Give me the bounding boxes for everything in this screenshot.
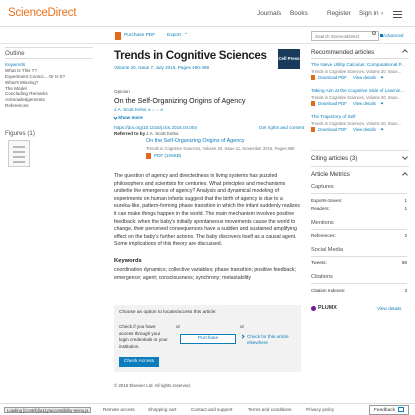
search-input[interactable]: Search ScienceDirect [311,31,379,41]
metric-section-citations: Citations [311,274,333,280]
outline-item-keywords[interactable]: Keywords [5,62,26,67]
status-message: Loading [Contrib]/a11y/accessibility-menu.js [4,407,91,413]
sciencedirect-logo[interactable]: ScienceDirect [8,7,77,19]
download-pdf-link[interactable]: Download PDF [318,75,347,80]
divider [5,58,93,59]
advanced-search-link[interactable]: Advanced [383,33,404,38]
outline-item[interactable]: Concluding Remarks [5,91,48,97]
nav-journals[interactable]: Journals [257,10,282,17]
article-metrics-title[interactable]: Article Metrics [311,171,350,178]
access-options-box [114,305,301,372]
or-separator: or [240,324,245,329]
referred-pdf-link[interactable]: PDF (106KB) [154,153,182,158]
divider [311,58,409,59]
divider [5,47,93,48]
download-pdf-link[interactable]: Download PDF [318,101,347,106]
feedback-label[interactable]: Feedback [374,408,396,413]
nav-books[interactable]: Books [290,10,308,17]
download-pdf-link[interactable]: Download PDF [318,127,347,132]
outline-item[interactable]: Acknowledgements [5,97,45,103]
chevron-down-icon: ⌄ [184,31,189,36]
show-more-button[interactable]: Show more [118,115,143,120]
access-title: Choose an option to locate/access this article: [119,310,217,315]
cell-press-logo[interactable]: Cell Press [278,49,300,69]
chevron-right-icon: › [381,10,384,17]
divider [311,150,409,151]
outline-item[interactable]: References [5,103,29,109]
referred-article-link[interactable]: On the Self-Organizing Origins of Agency [146,138,245,144]
journal-banner [114,47,300,71]
metric-value: 2 [404,233,407,238]
referred-to-label: Referred to by [114,131,146,136]
divider [311,283,407,284]
purchase-button[interactable]: Purchase [180,334,236,344]
recommended-article-link[interactable]: Taking Aim at the Cognitive Side of Learnin... [311,88,405,93]
site-header [0,0,415,27]
author-marks[interactable]: ✉ ☆ ☆ ✉ [147,108,164,112]
doi-link[interactable]: https://doi.org/10.1016/j.tics.2016.04.004 [114,125,198,130]
metric-row [311,198,407,203]
nav-register[interactable]: Register [327,10,351,17]
outline-title: Outline [5,50,25,57]
feedback-icon[interactable] [398,407,404,412]
outline-item[interactable]: Experiment Consci... Or Is It? [5,73,65,79]
plumx-logo[interactable]: PLUMX [318,305,337,311]
journal-issue-info[interactable]: Volume 20, Issue 7, July 2016, Pages 490-499 [114,65,210,70]
or-separator: or [176,324,181,329]
recommended-article-source: Trends in Cognitive Sciences, Volume 20, Issue... [311,95,401,100]
metric-value: 3 [404,288,407,293]
pdf-icon [311,101,315,106]
divider [311,256,407,257]
divider [311,166,409,167]
metric-value: 1 [404,206,407,211]
plumx-view-details-link[interactable]: View details [377,306,402,311]
check-elsewhere-link[interactable]: Check for this article elsewhere [247,334,289,346]
metric-section-captures: Captures [311,184,334,190]
chevron-down-icon [381,76,384,79]
recommended-article-link[interactable]: The Naive Utility Calculus: Computational P... [311,62,405,67]
recommended-articles-title[interactable]: Recommended articles [311,49,375,56]
nav-sign-in[interactable]: Sign in [359,10,379,17]
chevron-up-icon[interactable] [402,172,408,178]
metric-label: Tweets: [311,260,327,265]
export-button[interactable]: Export [167,33,181,38]
keywords-list: coordination dynamics; collective variables; phase transition; positive feedback; emergence; agent; consciousness; synchrony; metastability [114,267,296,281]
metric-label: References: [311,233,336,238]
pdf-icon [115,32,121,40]
hamburger-menu-icon[interactable] [393,11,402,18]
metric-label: Readers: [311,206,330,211]
metric-section-social-media: Social Media [311,247,344,253]
view-details-link[interactable]: View details [353,127,376,132]
recommended-article-source: Trends in Cognitive Sciences, Volume 20, Issue... [311,121,401,126]
footer-link-contact[interactable]: Contact and support [191,407,233,412]
metric-label: Citation Indexes: [311,288,346,293]
article-toolbar [0,28,415,44]
divider [311,229,407,230]
chevron-down-icon[interactable] [402,154,408,160]
pdf-icon [311,75,315,80]
rights-link[interactable]: Get rights and content [259,125,305,130]
metric-row [311,288,407,293]
view-details-link[interactable]: View details [353,101,376,106]
outline-item[interactable]: The Model [5,85,27,91]
chevron-up-icon[interactable] [402,49,408,55]
metric-value: 58 [401,260,407,265]
footer-link-shopping-cart[interactable]: Shopping cart [148,407,177,412]
check-access-button[interactable]: Check Access [119,357,159,367]
footer-link-privacy[interactable]: Privacy policy [306,407,335,412]
pdf-icon [146,153,151,159]
metric-row [311,206,407,211]
access-description: Check if you have access through your login credentials or your institution. [119,324,168,349]
metric-value: 1 [404,198,407,203]
purchase-pdf-button[interactable]: Purchase PDF [124,33,156,38]
view-details-link[interactable]: View details [353,75,376,80]
article-title: On the Self-Organizing Origins of Agency [114,96,246,105]
recommended-article-link[interactable]: The Trajectory of Self [311,114,356,119]
keywords-heading: Keywords [114,258,142,264]
figures-title: Figures (1) [5,130,35,137]
author-name[interactable] [114,107,163,112]
metric-label: Exports-Saves: [311,198,343,203]
chevron-down-icon [381,102,384,105]
footer-link-terms[interactable]: Terms and conditions [248,407,292,412]
copyright: © 2016 Elsevier Ltd. All rights reserved. [114,383,191,388]
search-icon[interactable] [372,31,376,35]
chevron-down-icon [381,128,384,131]
figure-thumbnail[interactable] [8,140,30,167]
recommended-article-source: Trends in Cognitive Sciences, Volume 20, Issue... [311,69,401,74]
outline-item[interactable]: What's Missing? [5,79,39,85]
journal-name[interactable]: Trends in Cognitive Sciences [114,49,267,62]
author-name-text[interactable]: J.A. Scott Kelso [114,107,147,112]
metric-section-mentions: Mentions [311,220,334,226]
article-type: Opinion [114,89,130,94]
plumx-icon [311,306,316,311]
referred-journal-info: Trends in Cognitive Sciences, Volume 20, Issue 11, November 2016, Pages 869 [146,146,295,151]
outline-item[interactable]: What Is This T? [5,67,37,73]
referred-authors: J.A. Scott Kelso [146,131,179,136]
footer-link-remote-access[interactable]: Remote access [103,407,135,412]
metric-row [311,233,407,238]
chevron-down-icon [113,115,117,119]
outline-list [5,62,65,109]
site-footer [0,403,415,415]
metric-row [311,260,407,265]
pdf-icon [311,127,315,132]
citing-articles-title[interactable]: Citing articles (3) [311,155,358,162]
abstract-text: The question of agency and directedness in living systems has puzzled philosophers and scientists for centuries. What principles and mechanisms underlie the emergence of agency? Analysis and dynamical modeling of experiments on human infants suggest that the birth of agency is due to a eureka-like, pattern-forming phase transition in which the infant suddenly realizes it can make things happen in the world. The main mechanism involves positive feedback: when the baby's initially spontaneous movements cause the world to change, their perceived consequences have a sudden and sustained amplifying effect on the baby's further actions. The baby discovers itself as a causal agent. Some implications of this theory are discussed. [114,173,300,248]
arrow-icon [240,334,244,338]
divider [311,193,407,194]
